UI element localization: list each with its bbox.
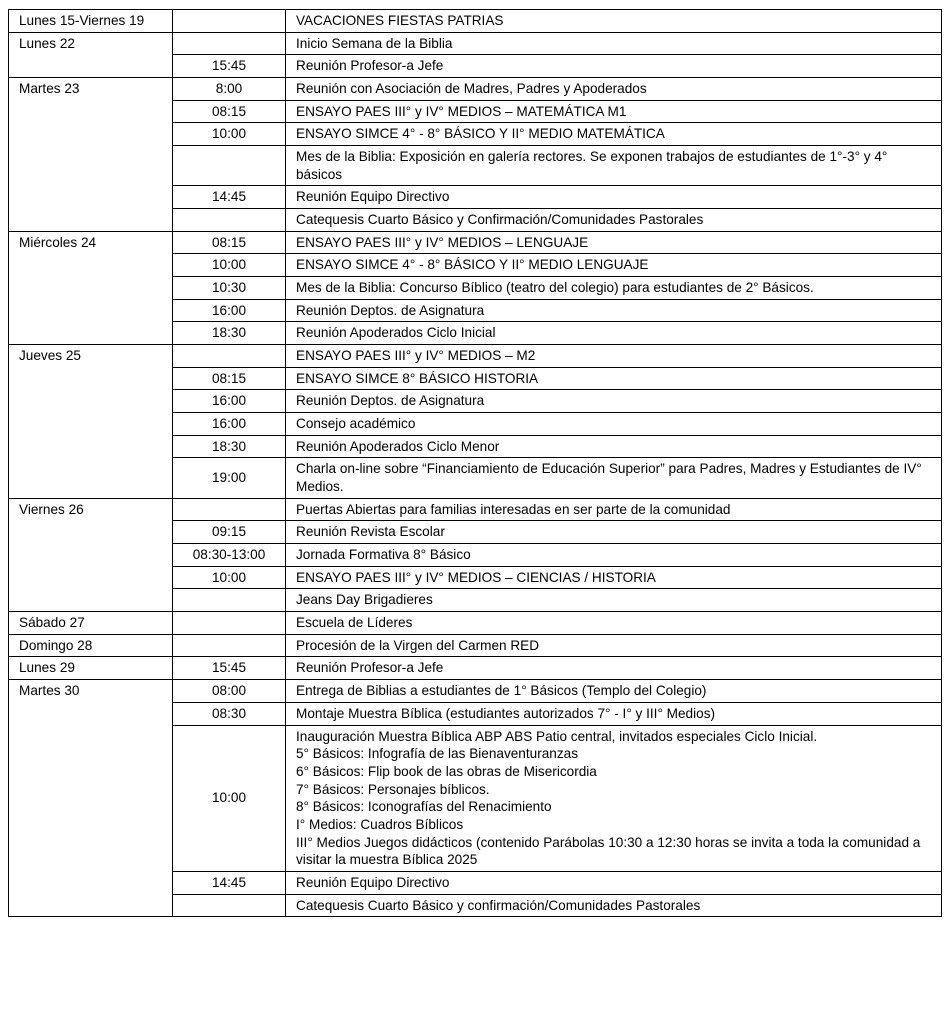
time-cell: 08:30-13:00 [173,544,286,567]
time-cell: 10:00 [173,725,286,871]
time-cell: 10:30 [173,277,286,300]
time-cell: 15:45 [173,55,286,78]
table-row [9,657,942,680]
time-cell: 08:00 [173,680,286,703]
event-cell [286,680,942,703]
event-cell [286,458,942,498]
event-cell [286,100,942,123]
event-text: ENSAYO SIMCE 4° - 8° BÁSICO Y II° MEDIO MATEMÁTICA [296,126,665,142]
event-text: Reunión Apoderados Ciclo Menor [296,438,500,454]
event-cell [286,894,942,917]
event-cell [286,254,942,277]
event-text: Inauguración Muestra Bíblica ABP ABS Patio central, invitados especiales Ciclo Inicial. [296,728,818,744]
event-text: Entrega de Biblias a estudiantes de 1° Básicos (Templo del Colegio) [296,683,707,699]
time-cell: 16:00 [173,299,286,322]
event-cell [286,231,942,254]
event-text: Jornada Formativa 8° Básico [296,547,471,563]
event-cell [286,186,942,209]
event-text: 5° Básicos: Infografía de las Bienaventuranzas [296,746,579,762]
event-text: Mes de la Biblia: Exposición en galería rectores. Se exponen trabajos de estudiantes de 1°-3° y 4° básicos [296,149,888,182]
event-text: 8° Básicos: Iconografías del Renacimiento [296,799,552,815]
event-text: Mes de la Biblia: Concurso Bíblico (teatro del colegio) para estudiantes de 2° Básicos. [296,280,814,296]
table-row [9,32,942,55]
time-cell: 19:00 [173,458,286,498]
event-text: III° Medios Juegos didácticos (contenido Parábolas 10:30 a 12:30 horas se invita a toda la comunidad a visitar la muestra Bíblica 2025 [296,834,921,868]
event-cell [286,277,942,300]
time-cell: 16:00 [173,390,286,413]
event-text: Reunión Equipo Directivo [296,189,450,205]
event-text: VACACIONES FIESTAS PATRIAS [296,13,504,28]
event-cell [286,544,942,567]
time-cell: 14:45 [173,871,286,894]
time-cell: 8:00 [173,78,286,101]
event-cell [286,498,942,521]
event-text: Reunión Revista Escolar [296,524,445,540]
event-cell [286,435,942,458]
event-text: Escuela de Líderes [296,615,413,631]
time-cell: 14:45 [173,186,286,209]
day-cell: Viernes 26 [9,498,173,611]
time-cell [173,612,286,635]
schedule-table [8,9,942,917]
event-cell [286,871,942,894]
time-cell: 16:00 [173,413,286,436]
event-text: Reunión Profesor-a Jefe [296,58,444,74]
event-text: Reunión con Asociación de Madres, Padres y Apoderados [296,81,647,97]
time-cell: 10:00 [173,254,286,277]
event-cell [286,123,942,146]
event-text: Reunión Apoderados Ciclo Inicial [296,325,496,341]
schedule-body [9,10,942,917]
event-cell [286,55,942,78]
event-text: ENSAYO PAES III° y IV° MEDIOS – LENGUAJE [296,234,589,250]
event-text: ENSAYO PAES III° y IV° MEDIOS – CIENCIAS / HISTORIA [296,569,656,585]
table-row [9,10,942,33]
day-cell: Miércoles 24 [9,231,173,344]
event-cell [286,209,942,232]
day-cell: Lunes 29 [9,657,173,680]
event-cell [286,566,942,589]
day-cell: Martes 30 [9,680,173,917]
event-cell [286,78,942,101]
time-cell: 18:30 [173,435,286,458]
event-cell [286,146,942,186]
event-cell [286,32,942,55]
event-cell [286,702,942,725]
table-row [9,345,942,368]
event-cell [286,589,942,612]
event-cell [286,367,942,390]
day-cell: Martes 23 [9,78,173,232]
event-text: Reunión Equipo Directivo [296,874,450,890]
table-row [9,78,942,101]
event-text: ENSAYO PAES III° y IV° MEDIOS – M2 [296,348,536,364]
event-text: Inicio Semana de la Biblia [296,35,453,51]
event-text: Jeans Day Brigadieres [296,592,433,608]
event-text: Catequesis Cuarto Básico y confirmación/Comunidades Pastorales [296,897,701,913]
table-row [9,612,942,635]
event-cell [286,322,942,345]
calendar-document [8,9,942,917]
event-cell [286,345,942,368]
event-text: Procesión de la Virgen del Carmen RED [296,637,540,653]
table-row [9,680,942,703]
time-cell: 09:15 [173,521,286,544]
event-text: 7° Básicos: Personajes bíblicos. [296,781,490,797]
event-cell [286,299,942,322]
time-cell [173,498,286,521]
day-cell: Sábado 27 [9,612,173,635]
table-row [9,498,942,521]
time-cell: 08:15 [173,231,286,254]
day-cell: Domingo 28 [9,634,173,657]
event-text: Reunión Deptos. de Asignatura [296,302,485,318]
time-cell: 08:30 [173,702,286,725]
time-cell [173,634,286,657]
event-text: Reunión Profesor-a Jefe [296,660,444,676]
event-text: I° Medios: Cuadros Bíblicos [296,816,464,832]
time-cell: 10:00 [173,123,286,146]
event-text: Consejo académico [296,416,416,432]
event-cell [286,725,942,871]
time-cell: 08:15 [173,367,286,390]
event-cell [286,521,942,544]
table-row [9,231,942,254]
event-cell [286,390,942,413]
time-cell [173,345,286,368]
event-cell [286,10,942,33]
event-text: Reunión Deptos. de Asignatura [296,393,485,409]
time-cell: 15:45 [173,657,286,680]
event-text: Charla on-line sobre “Financiamiento de Educación Superior” para Padres, Madres y Estudiantes de IV° Medios. [296,461,922,495]
time-cell [173,10,286,33]
time-cell: 08:15 [173,100,286,123]
event-text: ENSAYO SIMCE 8° BÁSICO HISTORIA [296,370,539,386]
time-cell [173,146,286,186]
event-text: Montaje Muestra Bíblica (estudiantes autorizados 7° - I° y III° Medios) [296,705,716,721]
day-cell: Lunes 22 [9,32,173,77]
time-cell: 10:00 [173,566,286,589]
event-text: Catequesis Cuarto Básico y Confirmación/Comunidades Pastorales [296,212,704,228]
event-cell [286,634,942,657]
time-cell [173,209,286,232]
event-text: ENSAYO PAES III° y IV° MEDIOS – MATEMÁTICA M1 [296,103,627,119]
event-cell [286,612,942,635]
table-row [9,634,942,657]
day-cell: Jueves 25 [9,345,173,499]
event-cell [286,413,942,436]
time-cell: 18:30 [173,322,286,345]
time-cell [173,589,286,612]
event-text: 6° Básicos: Flip book de las obras de Misericordia [296,763,597,779]
event-text: Puertas Abiertas para familias interesadas en ser parte de la comunidad [296,501,731,517]
event-cell [286,657,942,680]
day-cell: Lunes 15-Viernes 19 [9,10,173,33]
time-cell [173,32,286,55]
time-cell [173,894,286,917]
event-text: ENSAYO SIMCE 4° - 8° BÁSICO Y II° MEDIO LENGUAJE [296,257,649,273]
